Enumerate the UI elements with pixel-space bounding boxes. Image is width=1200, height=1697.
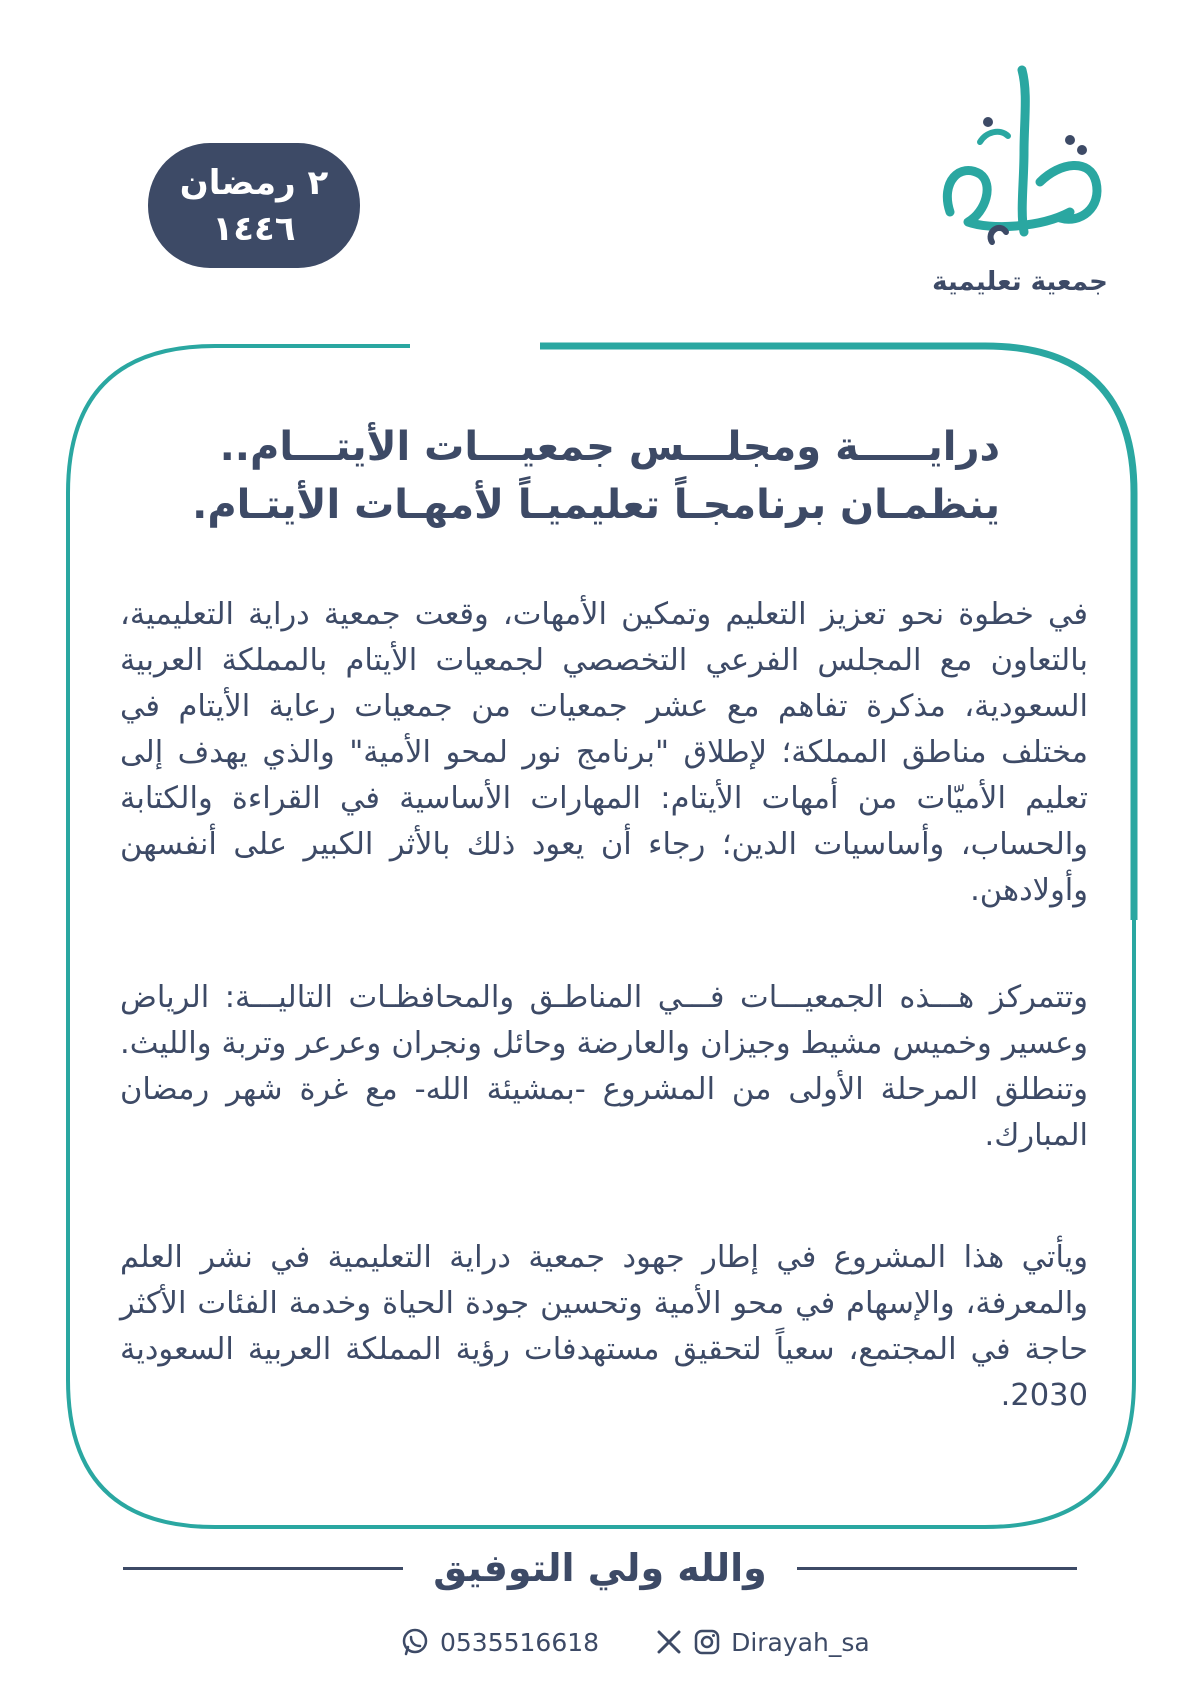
- phone-number[interactable]: 0535516618: [440, 1627, 600, 1657]
- date-day: ٢ رمضان: [179, 162, 329, 203]
- paragraph-2: وتتمركز هـــذه الجمعيـــات فـــي المناطـق والمحافظـات التاليـــة: الرياض وعسير وخميس مشيط وجيزان والعارضة وحائل ونجران وعرعر وتربة والليث. وتنطلق المرحلة الأولى من المشروع -بمشيئة الله- مع غرة شهر رمضان المبارك.: [120, 980, 1088, 1153]
- paragraph-3: ويأتي هذا المشروع في إطار جهود جمعية دراية التعليمية في نشر العلم والمعرفة، والإسهام في محو الأمية وتحسين جودة الحياة وخدمة الفئات الأكثر حاجة في المجتمع، سعياً لتحقيق مستهدفات رؤية المملكة العربية السعودية 2030.: [120, 1240, 1088, 1413]
- logo-tagline: جمعية تعليمية: [932, 267, 1108, 297]
- paragraph-1: في خطوة نحو تعزيز التعليم وتمكين الأمهات، وقعت جمعية دراية التعليمية، بالتعاون مع المجلس الفرعي التخصصي لجمعيات الأيتام بالمملكة العربية السعودية، مذكرة تفاهم مع عشر جمعيات من جمعيات رعاية الأيتام في مختلف مناطق المملكة؛ لإطلاق "برنامج نور لمحو الأمية" والذي يهدف إلى تعليم الأميّات من أمهات الأيتام: المهارات الأساسية في القراءة والكتابة والحساب، وأساسيات الدين؛ رجاء أن يعود ذلك بالأثر الكبير على أنفسهن وأولادهن.: [120, 597, 1088, 908]
- closing-divider-right: [797, 1567, 1077, 1570]
- logo-name: دراية: [1018, 212, 1022, 213]
- closing-text: والله ولي التوفيق: [433, 1546, 767, 1590]
- whatsapp-icon[interactable]: [400, 1627, 430, 1657]
- headline: [160, 418, 1000, 534]
- closing-divider-left: [123, 1567, 403, 1570]
- date-year: ١٤٤٦: [212, 208, 296, 249]
- social-handle[interactable]: Dirayah_sa: [731, 1627, 870, 1657]
- headline-line-2: ينظمـان برنامجـاً تعليميـاً لأمهـات الأيتـام.: [192, 482, 1000, 528]
- x-icon[interactable]: [655, 1628, 683, 1656]
- closing-row: [0, 1546, 1200, 1590]
- headline-line-1: درايـــــة ومجلـــس جمعيـــات الأيتـــام..: [219, 424, 1000, 470]
- instagram-icon[interactable]: [693, 1628, 721, 1656]
- contact-footer: [400, 1622, 870, 1662]
